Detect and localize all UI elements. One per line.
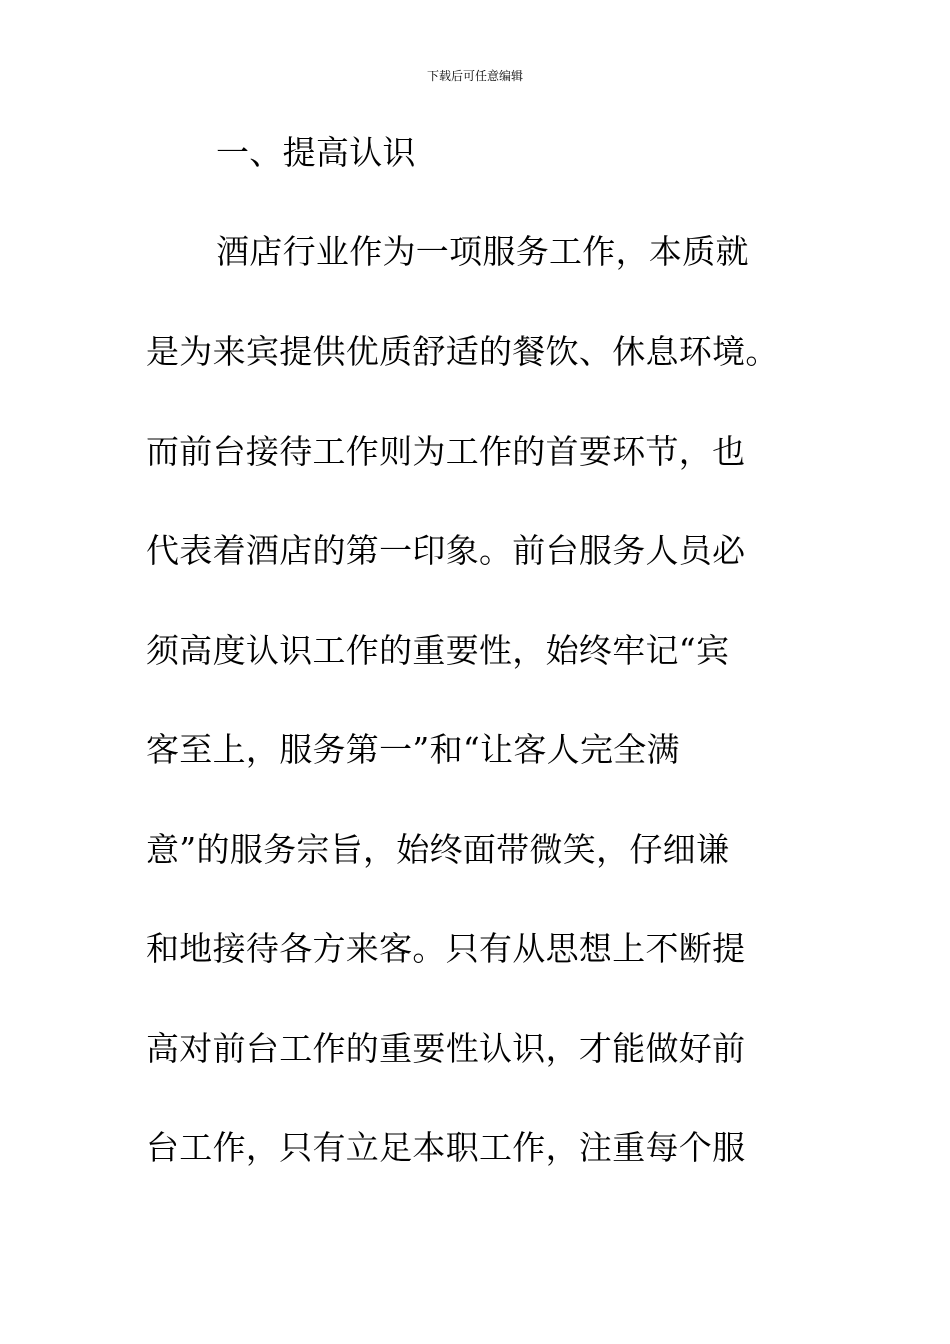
section-heading: 一、提高认识 <box>216 133 416 172</box>
paragraph-line: 而前台接待工作则为工作的首要环节，也 <box>146 432 746 471</box>
paragraph-line: 高对前台工作的重要性认识，才能做好前 <box>146 1029 746 1068</box>
paragraph-line: 酒店行业作为一项服务工作，本质就 <box>216 232 749 271</box>
paragraph-line: 客至上，服务第一”和“让客人完全满 <box>146 730 680 769</box>
paragraph-line: 台工作，只有立足本职工作，注重每个服 <box>146 1128 746 1167</box>
paragraph-line: 和地接待各方来客。只有从思想上不断提 <box>146 929 746 968</box>
paragraph-line: 意”的服务宗旨，始终面带微笑，仔细谦 <box>146 830 730 869</box>
paragraph-line: 是为来宾提供优质舒适的餐饮、休息环境。 <box>146 332 779 371</box>
page-header-note: 下载后可任意编辑 <box>426 69 523 83</box>
paragraph-line: 代表着酒店的第一印象。前台服务人员必 <box>146 531 746 570</box>
paragraph-line: 须高度认识工作的重要性，始终牢记“宾 <box>146 631 730 670</box>
